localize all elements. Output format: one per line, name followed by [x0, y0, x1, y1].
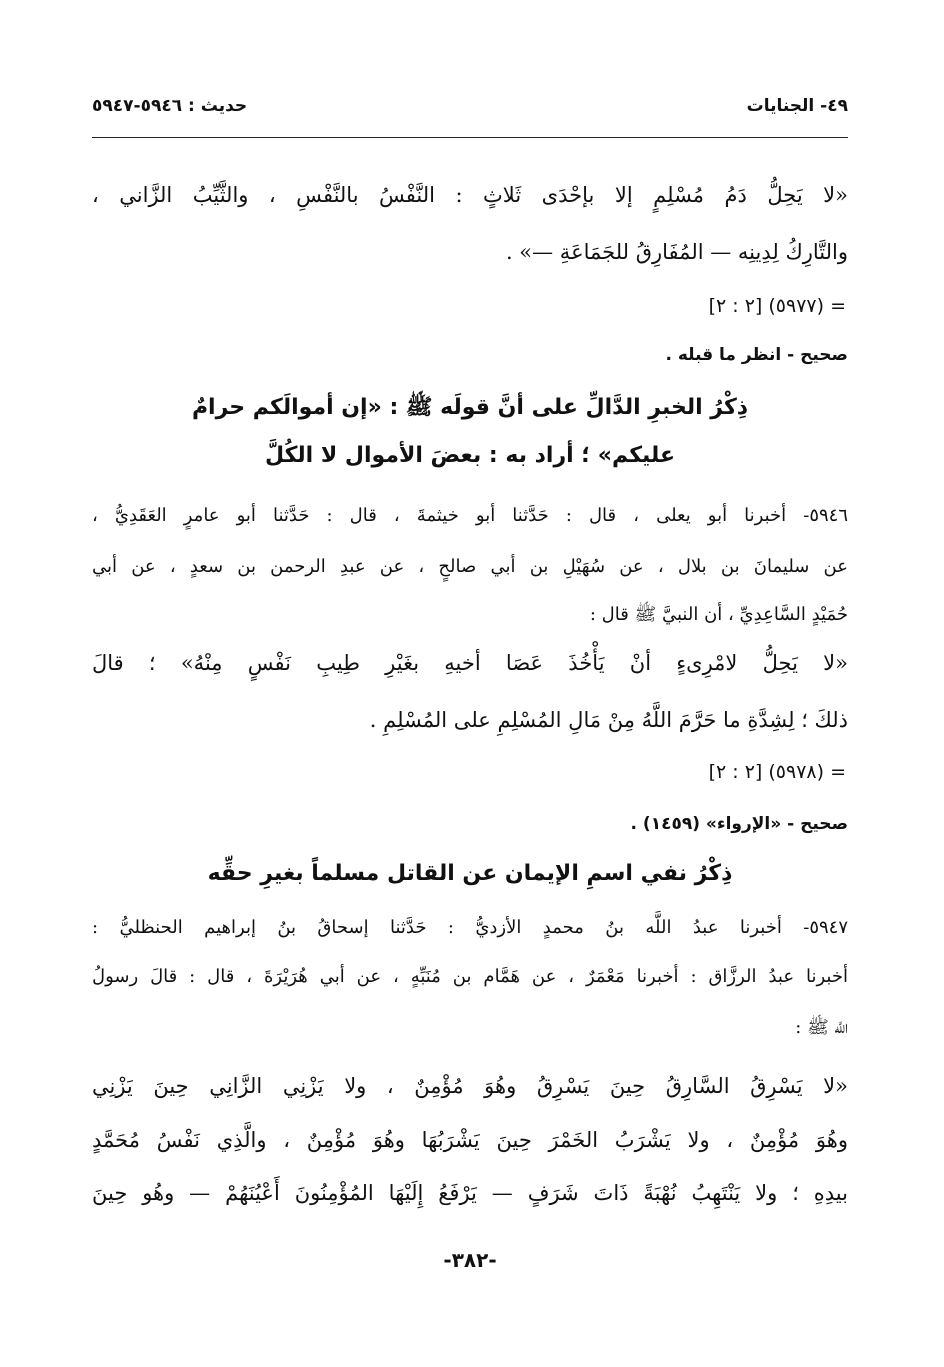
isnad-line: عن سليمانَ بن بلال ، عن سُهَيْلِ بن أبي صالحٍ ، عن عبدِ الرحمن بن سعدٍ ، عن أبي — [92, 556, 848, 577]
running-head — [92, 96, 848, 130]
hadith-text-line: «لا يَحِلُّ دَمُ مُسْلِمٍ إلا بإحْدَى ثَلاثٍ : النَّفْسُ بالنَّفْسِ ، والثَّيِّبُ الزَّاني ، — [92, 183, 848, 207]
page-number: -٣٨٢- — [443, 1248, 497, 1272]
isnad-line: ٥٩٤٦- أخبرنا أبو يعلى ، قال : حَدَّثنا أبو خيثمةَ ، قال : حَدَّثنا أبو عامرٍ العَقَدِيُّ ، — [92, 505, 848, 526]
hadith-text-line: وهُوَ مُؤْمِنٌ ، ولا يَشْرَبُ الخَمْرَ حِينَ يَشْرَبُهَا وهُوَ مُؤْمِنٌ ، والَّذِي نَفْسُ مُحَمَّدٍ — [92, 1128, 848, 1152]
header-rule — [92, 137, 848, 138]
section-heading: عليكم» ؛ أراد به : بعضَ الأموال لا الكُلَّ — [264, 443, 676, 468]
isnad-line: أخبرنا عبدُ الرزَّاق : أخبرنا مَعْمَرٌ ، عن هَمَّام بن مُنَبِّهٍ ، عن أبي هُرَيْرَةَ ، قال : قالَ رسولُ — [92, 966, 848, 987]
section-heading: ذِكْرُ الخبرِ الدَّالِّ على أنَّ قولَه ﷺ : «إن أموالَكم حرامٌ — [191, 395, 749, 420]
hadith-text-line: ذلكَ ؛ لِشِدَّةِ ما حَرَّمَ اللَّهُ مِنْ مَالِ المُسْلِمِ على المُسْلِمِ . — [369, 708, 848, 732]
hadith-range: حديث : ٥٩٤٦-٥٩٤٧ — [92, 96, 248, 116]
chapter-title: ٤٩- الجنايات — [746, 96, 848, 116]
isnad-line: حُمَيْدٍ السَّاعِدِيِّ ، أن النبيَّ ﷺ قال : — [589, 604, 848, 625]
hadith-text-line: والتَّارِكُ لِدِينِه — المُفَارِقُ للجَمَاعَةِ —» . — [505, 240, 848, 264]
isnad-line: ٥٩٤٧- أخبرنا عبدُ اللَّه بنُ محمدٍ الأزديُّ : حَدَّثنا إسحاقُ بنُ إبراهيم الحنظليُّ : — [92, 917, 848, 938]
cross-reference: = (٥٩٧٨) [٢ : ٢] — [708, 761, 846, 783]
hadith-text-line: «لا يَحِلُّ لامْرِىءٍ أنْ يَأْخُذَ عَصَا أخيهِ بغَيْرِ طِيبِ نَفْسٍ مِنْهُ» ؛ قالَ — [92, 651, 848, 675]
authenticity-grade: صحيح - «الإرواء» (١٤٥٩) . — [630, 814, 848, 834]
book-page — [92, 0, 848, 1367]
cross-reference: = (٥٩٧٧) [٢ : ٢] — [708, 295, 846, 317]
isnad-line: اللَّه ﷺ : — [795, 1017, 848, 1038]
authenticity-grade: صحيح - انظر ما قبله . — [665, 345, 848, 365]
section-heading: ذِكْرُ نفي اسمِ الإيمان عن القاتل مسلماً بغيرِ حقِّه — [207, 861, 733, 886]
hadith-text-line: بيدِهِ ؛ ولا يَنْتَهِبُ نُهْبَةً ذَاتَ شَرَفٍ — يَرْفَعُ إِلَيْهَا المُؤْمِنُونَ أَعْيُنَهُمْ — وهُو حِينَ — [92, 1181, 848, 1205]
hadith-text-line: «لا يَسْرِقُ السَّارِقُ حِينَ يَسْرِقُ وهُوَ مُؤْمِنٌ ، ولا يَزْنِي الزَّانِي حِينَ يَزْنِي — [92, 1074, 848, 1098]
